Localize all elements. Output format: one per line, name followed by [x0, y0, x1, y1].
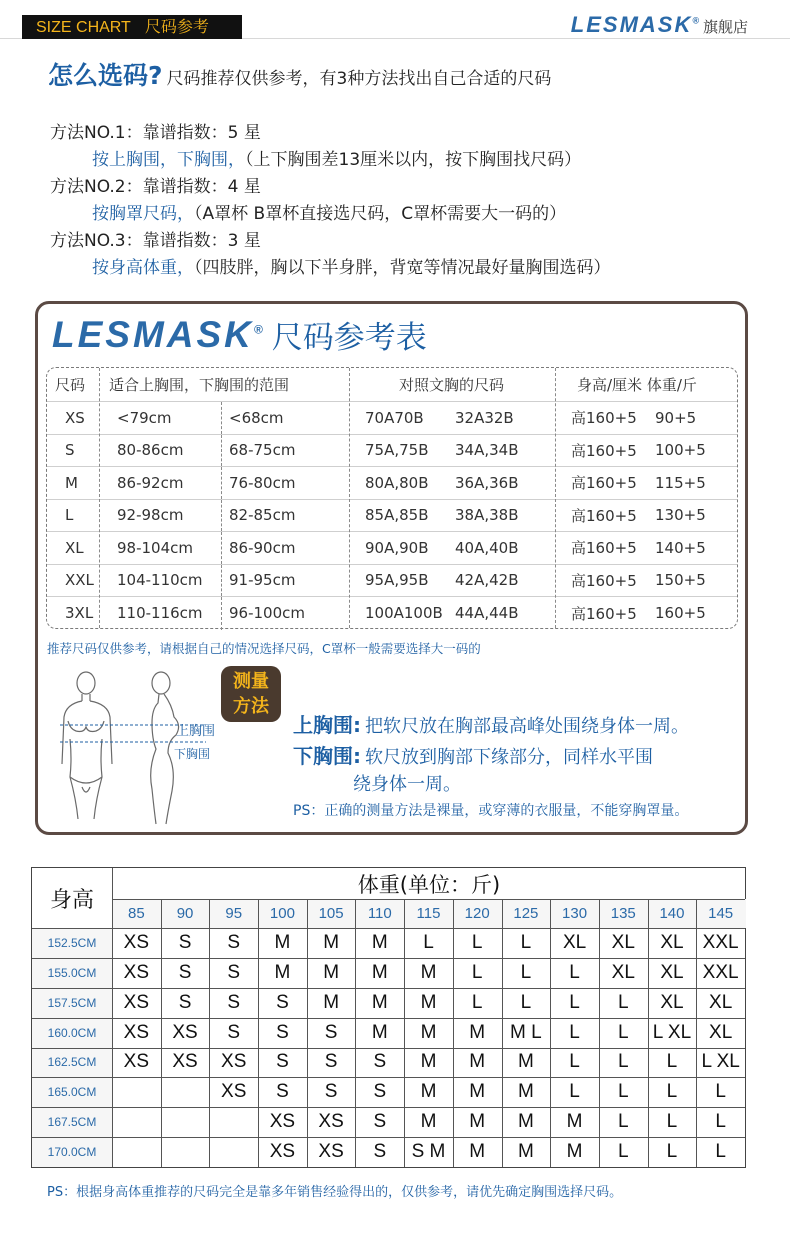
size-recommendation-cell: L	[569, 1021, 580, 1043]
size-recommendation-cell: M	[469, 1021, 486, 1043]
bra-size-cell: 95A,95B	[365, 571, 429, 590]
size-recommendation-cell: XL	[660, 961, 684, 983]
weight-cell: 160+5	[655, 604, 706, 623]
grid-line	[32, 1107, 745, 1108]
bra-size-alt-cell: 44A,44B	[455, 604, 519, 623]
size-recommendation-cell: M	[566, 1141, 583, 1163]
under-bust-cell: 86-90cm	[229, 538, 296, 557]
figure-label-under-bust: 下胸围	[174, 747, 211, 761]
weight-header-cell: 100	[269, 905, 295, 922]
size-recommendation-cell: XL	[709, 1021, 733, 1043]
grid-line	[648, 899, 649, 1167]
bra-size-cell: 90A,90B	[365, 538, 429, 557]
size-recommendation-cell: S	[178, 931, 192, 953]
height-row-label: 155.0CM	[32, 958, 112, 988]
weight-cell: 115+5	[655, 473, 706, 492]
grid-line	[112, 868, 113, 1167]
size-recommendation-cell: XS	[221, 1081, 247, 1103]
size-recommendation-cell: M	[420, 1081, 437, 1103]
col-divider	[555, 368, 556, 628]
height-row-label: 160.0CM	[32, 1018, 112, 1048]
size-recommendation-cell: S	[276, 1021, 289, 1043]
size-recommendation-cell	[112, 1137, 161, 1167]
weight-cell: 150+5	[655, 571, 706, 590]
size-recommendation-cell: L	[520, 931, 532, 953]
size-recommendation-cell: L	[520, 961, 532, 983]
grid-line	[599, 899, 600, 1167]
size-cell: S	[65, 441, 75, 460]
bra-size-cell: 80A,80B	[365, 473, 429, 492]
size-recommendation-cell: M	[420, 961, 437, 983]
grid-line	[696, 899, 697, 1167]
bra-size-alt-cell: 38A,38B	[455, 506, 519, 525]
measure-ps-note: PS：正确的测量方法是裸量，或穿薄的衣服量，不能穿胸罩量。	[293, 803, 689, 819]
bra-size-cell: 70A70B	[365, 408, 424, 427]
size-recommendation-cell: M	[323, 931, 340, 953]
weight-header-cell: 110	[367, 905, 392, 922]
size-reference-card	[35, 301, 748, 835]
size-recommendation-cell: L	[617, 1081, 629, 1103]
bra-size-cell: 100A100B	[365, 604, 443, 623]
col-divider	[221, 402, 222, 434]
size-recommendation-cell: L	[423, 931, 434, 953]
grid-line	[32, 928, 745, 929]
method-1-label: 方法NO.1：靠谱指数：5 星	[50, 123, 261, 143]
size-recommendation-cell: M	[420, 1051, 437, 1073]
size-recommendation-cell: XXL	[702, 961, 739, 983]
size-recommendation-cell: S	[178, 961, 192, 983]
size-table-row	[47, 532, 737, 565]
size-recommendation-cell: XL	[611, 931, 635, 953]
size-recommendation-cell: XL	[709, 991, 733, 1013]
grid-line	[355, 899, 356, 1167]
method-2-desc: 按胸罩尺码，（A罩杯 B罩杯直接选尺码，C罩杯需要大一码的）	[92, 204, 567, 224]
upper-bust-cell: 86-92cm	[117, 473, 184, 492]
size-recommendation-cell: XXL	[702, 931, 739, 953]
size-recommendation-cell: L	[666, 1111, 678, 1133]
size-recommendation-cell: L	[471, 931, 483, 953]
size-recommendation-cell: L	[569, 961, 580, 983]
col-divider	[99, 368, 100, 628]
weight-header-cell: 125	[513, 905, 539, 922]
size-recommendation-cell: M	[371, 1021, 388, 1043]
upper-bust-instruction: 上胸围: 把软尺放在胸部最高峰处围绕身体一周。	[293, 713, 689, 737]
size-recommendation-cell: XS	[172, 1051, 198, 1073]
height-cell: 高160+5	[571, 539, 637, 558]
height-cell: 高160+5	[571, 604, 637, 623]
height-cell: 高160+5	[571, 571, 637, 590]
size-cell: XXL	[65, 571, 94, 590]
upper-bust-cell: 104-110cm	[117, 571, 203, 590]
size-recommendation-cell: M	[274, 961, 291, 983]
size-recommendation-cell	[209, 1137, 258, 1167]
col-header-height-weight: 身高/厘米 体重/斤	[577, 376, 697, 394]
size-recommendation-cell: L	[715, 1111, 726, 1133]
under-bust-instruction: 下胸围: 软尺放到胸部下缘部分，同样水平围	[293, 744, 653, 768]
size-table-row	[47, 500, 737, 533]
height-cell: 高160+5	[571, 506, 637, 525]
size-recommendation-cell: M	[517, 1111, 534, 1133]
size-recommendation-cell: M	[469, 1081, 486, 1103]
under-bust-cell: 96-100cm	[229, 604, 305, 623]
under-bust-cell: <68cm	[229, 408, 284, 427]
method-1-desc: 按上胸围，下胸围，（上下胸围差13厘米以内，按下胸围找尺码）	[92, 150, 582, 170]
size-recommendation-cell: L	[617, 1051, 629, 1073]
size-recommendation-cell: L	[715, 1081, 726, 1103]
store-label: 旗舰店	[702, 18, 748, 36]
weight-header-row	[112, 899, 746, 928]
size-recommendation-cell	[112, 1107, 161, 1137]
under-bust-cell: 91-95cm	[229, 571, 296, 590]
size-recommendation-cell: L	[471, 961, 483, 983]
size-recommendation-cell: S	[227, 961, 241, 983]
size-recommendation-cell: S	[324, 1021, 338, 1043]
grid-line	[404, 899, 405, 1167]
size-recommendation-cell: S	[227, 991, 241, 1013]
under-bust-cell: 76-80cm	[229, 473, 296, 492]
col-header-bra-size: 对照文胸的尺码	[399, 376, 505, 394]
method-3-label: 方法NO.3：靠谱指数：3 星	[50, 231, 261, 251]
weight-header-cell: 105	[318, 905, 344, 922]
grid-line	[32, 1048, 745, 1049]
upper-bust-cell: 80-86cm	[117, 441, 184, 460]
grid-height-header: 身高	[49, 887, 94, 913]
col-divider	[221, 500, 222, 532]
size-recommendation-cell: S	[373, 1141, 387, 1163]
size-recommendation-cell: L	[617, 1111, 629, 1133]
weight-header-cell: 130	[562, 905, 588, 922]
size-recommendation-cell: M	[469, 1141, 486, 1163]
grid-line	[209, 899, 210, 1167]
height-row-label: 162.5CM	[32, 1048, 112, 1078]
grid-weight-header: 体重(单位：斤)	[357, 872, 501, 897]
col-header-size: 尺码	[55, 376, 86, 394]
weight-cell: 140+5	[655, 538, 706, 557]
size-recommendation-cell: XS	[172, 1021, 198, 1043]
size-recommendation-cell: L	[569, 1081, 580, 1103]
size-recommendation-cell: M	[517, 1141, 534, 1163]
size-recommendation-cell: L XL	[701, 1051, 740, 1073]
grid-line	[258, 899, 259, 1167]
size-recommendation-cell: M	[517, 1051, 534, 1073]
weight-header-cell: 145	[708, 905, 734, 922]
size-recommendation-cell: XL	[660, 991, 684, 1013]
size-cell: L	[65, 506, 74, 525]
weight-cell: 90+5	[655, 408, 697, 427]
grid-line	[550, 899, 551, 1167]
size-table-row	[47, 597, 737, 630]
size-recommendation-cell: XL	[660, 931, 684, 953]
weight-cell: 100+5	[655, 441, 706, 460]
weight-header-cell: 140	[659, 905, 685, 922]
upper-bust-cell: 92-98cm	[117, 506, 184, 525]
under-bust-instruction-cont: 绕身体一周。	[353, 774, 461, 795]
size-table-row	[47, 467, 737, 500]
height-row-label: 157.5CM	[32, 988, 112, 1018]
bra-size-alt-cell: 32A32B	[455, 408, 514, 427]
method-2-label: 方法NO.2：靠谱指数：4 星	[50, 177, 261, 197]
size-recommendation-cell: S M	[411, 1141, 446, 1163]
height-weight-grid	[31, 867, 746, 1168]
weight-cell: 130+5	[655, 506, 706, 525]
size-recommendation-cell: S	[276, 991, 289, 1013]
size-recommendation-cell: XS	[123, 1021, 150, 1043]
bra-size-alt-cell: 34A,34B	[455, 441, 519, 460]
size-recommendation-cell: S	[276, 1081, 289, 1103]
size-recommendation-cell: S	[276, 1051, 289, 1073]
height-row-label: 170.0CM	[32, 1137, 112, 1167]
size-recommendation-cell: L	[569, 991, 580, 1013]
howto-title	[48, 56, 551, 92]
size-recommendation-cell: XL	[562, 931, 587, 953]
brand-header	[571, 12, 748, 38]
size-recommendation-cell: S	[178, 991, 192, 1013]
size-recommendation-cell: S	[373, 1111, 387, 1133]
size-reference-table	[46, 367, 738, 629]
size-recommendation-cell: L XL	[652, 1021, 692, 1043]
size-recommendation-cell: M	[371, 931, 388, 953]
size-cell: 3XL	[65, 604, 94, 623]
method-3-desc: 按身高体重，（四肢胖，胸以下半身胖，背宽等情况最好量胸围选码）	[92, 258, 611, 278]
card-brand-logo: LESMASK®	[52, 313, 266, 355]
grid-line	[502, 899, 503, 1167]
size-recommendation-cell: L	[617, 991, 629, 1013]
grid-line	[112, 899, 745, 900]
height-row-label: 152.5CM	[32, 928, 112, 958]
size-recommendation-cell: M	[371, 961, 388, 983]
size-cell: XL	[65, 538, 84, 557]
size-recommendation-cell: M	[371, 991, 388, 1013]
size-recommendation-cell	[161, 1137, 210, 1167]
size-recommendation-cell: L	[715, 1141, 726, 1163]
weight-header-cell: 95	[225, 905, 243, 922]
size-card-note: 推荐尺码仅供参考，请根据自己的情况选择尺码，C罩杯一般需要选择大一码的	[47, 641, 481, 656]
size-recommendation-cell: XS	[318, 1111, 344, 1133]
bra-size-alt-cell: 40A,40B	[455, 538, 519, 557]
size-recommendation-cell: M	[420, 1021, 437, 1043]
col-divider	[221, 435, 222, 467]
weight-header-cell: 85	[128, 905, 145, 922]
weight-header-cell: 90	[176, 905, 194, 922]
size-table-header	[47, 368, 737, 402]
size-recommendation-cell: XS	[123, 1051, 150, 1073]
bra-size-cell: 85A,85B	[365, 506, 429, 525]
size-recommendation-cell	[112, 1077, 161, 1107]
size-recommendation-cell: L	[666, 1141, 678, 1163]
figure-label-upper-bust: 上胸围	[176, 724, 216, 739]
col-header-bust-range: 适合上胸围，下胸围的范围	[109, 376, 290, 394]
upper-bust-cell: 110-116cm	[117, 604, 203, 623]
grid-line	[32, 1077, 745, 1078]
size-cell: XS	[65, 408, 85, 427]
size-recommendation-cell: XS	[123, 991, 150, 1013]
size-recommendation-cell	[161, 1107, 210, 1137]
bra-size-cell: 75A,75B	[365, 441, 429, 460]
size-recommendation-cell: M	[469, 1051, 486, 1073]
size-recommendation-cell: XS	[269, 1141, 296, 1163]
size-chart-tag-en: SIZE CHART	[36, 19, 131, 36]
upper-bust-cell: <79cm	[117, 408, 172, 427]
size-table-row	[47, 402, 737, 435]
size-recommendation-cell: M	[469, 1111, 486, 1133]
size-recommendation-cell: M	[420, 1111, 437, 1133]
size-recommendation-cell: S	[373, 1081, 387, 1103]
height-row-label: 165.0CM	[32, 1077, 112, 1107]
size-recommendation-cell: XL	[611, 961, 635, 983]
grid-line	[32, 988, 745, 989]
measure-method-badge: 测量 方法	[221, 666, 281, 722]
under-bust-cell: 82-85cm	[229, 506, 296, 525]
under-bust-cell: 68-75cm	[229, 441, 296, 460]
col-divider	[221, 532, 222, 564]
size-recommendation-cell: XS	[123, 931, 150, 953]
height-cell: 高160+5	[571, 474, 637, 493]
card-title-text: 尺码参考表	[271, 320, 427, 356]
grid-line	[32, 958, 745, 959]
size-recommendation-cell: L	[666, 1081, 678, 1103]
size-chart-tag	[22, 15, 242, 39]
size-recommendation-cell: M	[323, 991, 340, 1013]
height-cell: 高160+5	[571, 441, 637, 460]
grid-line	[32, 1018, 745, 1019]
size-recommendation-cell: L	[569, 1051, 580, 1073]
size-recommendation-cell: S	[227, 1021, 241, 1043]
col-divider	[349, 368, 350, 628]
height-cell: 高160+5	[571, 409, 637, 428]
brand-logo: LESMASK®	[570, 12, 701, 37]
size-chart-tag-cn: 尺码参考	[144, 17, 209, 36]
height-row-label: 167.5CM	[32, 1107, 112, 1137]
size-recommendation-cell: M	[420, 991, 437, 1013]
card-title	[52, 312, 427, 357]
grid-line	[307, 899, 308, 1167]
size-recommendation-cell: S	[324, 1081, 338, 1103]
size-recommendation-cell: M	[517, 1081, 534, 1103]
size-recommendation-cell	[161, 1077, 210, 1107]
grid-line	[32, 1137, 745, 1138]
size-recommendation-cell: L	[666, 1051, 678, 1073]
size-recommendation-cell: M	[323, 961, 340, 983]
grid-line	[453, 899, 454, 1167]
size-recommendation-cell: L	[520, 991, 532, 1013]
weight-header-cell: 120	[464, 905, 490, 922]
grid-line	[161, 899, 162, 1167]
size-recommendation-cell: S	[373, 1051, 387, 1073]
size-cell: M	[65, 473, 78, 492]
size-recommendation-cell	[209, 1107, 258, 1137]
size-recommendation-cell: L	[471, 991, 483, 1013]
upper-bust-cell: 98-104cm	[117, 538, 193, 557]
size-recommendation-cell: M	[566, 1111, 583, 1133]
size-recommendation-cell: S	[227, 931, 241, 953]
howto-desc: 尺码推荐仅供参考，有3种方法找出自己合适的尺码	[166, 69, 552, 89]
weight-header-cell: 115	[416, 905, 441, 922]
size-table-row	[47, 565, 737, 598]
size-table-row	[47, 435, 737, 468]
weight-header-cell: 135	[610, 905, 636, 922]
howto-question: 怎么选码?	[48, 61, 163, 90]
size-recommendation-cell: M L	[510, 1021, 542, 1043]
bra-size-alt-cell: 36A,36B	[455, 473, 519, 492]
footer-ps-note: PS：根据身高体重推荐的尺码完全是靠多年销售经验得出的，仅供参考，请优先确定胸围选择尺码。	[47, 1185, 623, 1200]
col-divider	[221, 467, 222, 499]
size-recommendation-cell: S	[324, 1051, 338, 1073]
size-recommendation-cell: L	[617, 1021, 629, 1043]
col-divider	[221, 565, 222, 597]
size-recommendation-cell: XS	[221, 1051, 247, 1073]
col-divider	[221, 597, 222, 630]
size-recommendation-cell: XS	[318, 1141, 344, 1163]
size-recommendation-cell: XS	[269, 1111, 296, 1133]
size-recommendation-cell: L	[617, 1141, 629, 1163]
size-recommendation-cell: XS	[123, 961, 150, 983]
bra-size-alt-cell: 42A,42B	[455, 571, 519, 590]
size-recommendation-cell: M	[274, 931, 291, 953]
